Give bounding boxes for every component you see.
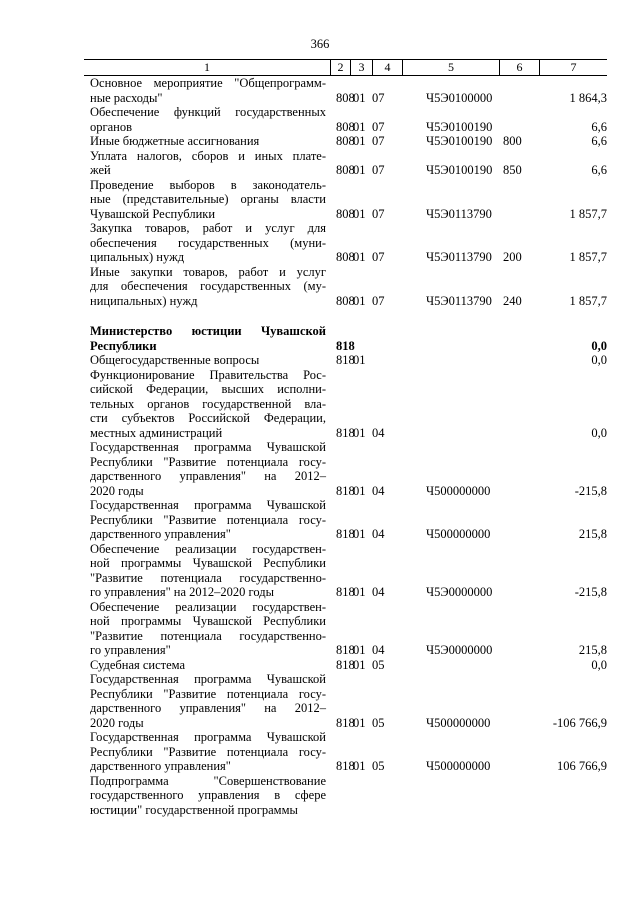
table-row	[84, 353, 607, 368]
table-row	[84, 221, 607, 265]
table-row	[84, 324, 607, 353]
row-description	[84, 368, 330, 441]
cell-c7: 106 766,9	[557, 759, 607, 773]
description-line: Республики "Развитие потенциала госу-	[90, 686, 326, 701]
row-description	[84, 774, 330, 818]
description-line: ципальных) нужд	[90, 250, 185, 264]
cell-c7: -106 766,9	[552, 715, 607, 730]
cell-c3: 01	[353, 643, 366, 657]
row-description	[84, 105, 330, 134]
cell-c5: Ч5Э0113790	[426, 250, 492, 264]
description-line: Чувашской Республики	[90, 206, 216, 221]
description-line: Основное мероприятие "Общепрограмм-	[90, 76, 326, 90]
cell-c5: Ч5Э0113790	[426, 293, 492, 308]
row-description	[84, 149, 330, 178]
table-row	[84, 658, 607, 673]
description-line: сийской Федерации, высших исполни-	[90, 382, 326, 396]
cell-c4: 04	[372, 425, 385, 440]
cell-c3: 01	[353, 134, 366, 148]
description-line: Проведение выборов в законодатель-	[90, 177, 326, 192]
cell-c2: 818	[336, 425, 355, 440]
table-header-row	[84, 59, 607, 76]
description-line: тельных органов государственной вла-	[90, 396, 326, 411]
cell-c2: 818	[336, 483, 355, 498]
header-col-4: 4	[372, 60, 402, 75]
cell-c3: 01	[353, 163, 366, 177]
description-line: ниципальных) нужд	[90, 293, 198, 308]
budget-table	[84, 59, 607, 817]
cell-c2: 808	[336, 163, 355, 177]
cell-c7: 215,8	[578, 527, 607, 541]
row-description	[84, 672, 330, 730]
cell-c4: 07	[372, 293, 385, 308]
description-line: Министерство юстиции Чувашской	[90, 324, 326, 338]
row-description	[84, 730, 330, 774]
cell-c7: 0,0	[591, 425, 607, 440]
cell-c3: 01	[353, 90, 366, 105]
row-description	[84, 178, 330, 222]
description-line: Государственная программа Чувашской	[90, 672, 326, 686]
cell-c7: 0,0	[591, 353, 607, 367]
description-line: Обеспечение функций государственных	[90, 105, 326, 119]
cell-c7: 6,6	[591, 119, 607, 134]
cell-c7: 0,0	[591, 657, 607, 672]
cell-c4: 07	[372, 163, 385, 177]
cell-c4: 07	[372, 250, 385, 264]
row-description	[84, 600, 330, 658]
description-line: Государственная программа Чувашской	[90, 440, 326, 454]
description-line: юстиции" государственной программы	[90, 802, 298, 817]
cell-c2: 808	[336, 119, 355, 134]
cell-c5: Ч5Э0100190	[426, 119, 493, 134]
table-body	[84, 76, 607, 817]
page-number: 366	[310, 37, 330, 51]
description-line: Общегосударственные вопросы	[90, 353, 260, 367]
cell-c7: 6,6	[591, 163, 607, 177]
cell-c3: 01	[353, 293, 366, 308]
row-description	[84, 265, 330, 309]
row-description	[84, 134, 330, 149]
description-line: ной программы Чувашской Республики	[90, 614, 326, 628]
cell-c3: 01	[353, 657, 366, 672]
cell-c6: 200	[503, 250, 522, 264]
description-line: сти субъектов Российской Федерации,	[90, 411, 326, 425]
description-line: дарственного управления" на 2012–	[90, 469, 326, 483]
table-row	[84, 368, 607, 441]
description-line: Государственная программа Чувашской	[90, 730, 326, 744]
description-line: ные расходы"	[90, 90, 163, 105]
cell-c2: 808	[336, 134, 355, 148]
cell-c2: 818	[336, 527, 355, 541]
cell-c5: Ч5Э0100190	[426, 134, 493, 148]
table-row	[84, 774, 607, 818]
table-row	[84, 76, 607, 105]
table-row	[84, 440, 607, 498]
cell-c2: 808	[336, 90, 355, 105]
table-row	[84, 542, 607, 600]
description-line: ной программы Чувашской Республики	[90, 556, 326, 570]
cell-c7: -215,8	[574, 483, 607, 498]
description-line: Судебная система	[90, 657, 186, 672]
cell-c6: 800	[503, 134, 522, 148]
cell-c3: 01	[353, 715, 366, 730]
cell-c4: 07	[372, 90, 385, 105]
description-line: ные (представительные) органы власти	[90, 192, 326, 206]
cell-c4: 04	[372, 483, 385, 498]
cell-c5: Ч500000000	[426, 483, 491, 498]
cell-c7: 1 857,7	[569, 293, 607, 308]
description-line: Республики	[90, 338, 157, 353]
cell-c2: 808	[336, 206, 355, 221]
table-row	[84, 498, 607, 542]
description-line: Республики "Развитие потенциала госу-	[90, 744, 326, 759]
cell-c4: 07	[372, 119, 385, 134]
description-line: местных администраций	[90, 425, 223, 440]
description-line: "Развитие потенциала государственно-	[90, 628, 326, 643]
cell-c5: Ч500000000	[426, 759, 491, 773]
description-line: Закупка товаров, работ и услуг для	[90, 221, 326, 235]
cell-c5: Ч5Э0100190	[426, 163, 493, 177]
cell-c2: 808	[336, 293, 355, 308]
row-description	[84, 324, 330, 353]
cell-c7: 0,0	[591, 338, 607, 353]
cell-c4: 05	[372, 759, 385, 773]
description-line: Функционирование Правительства Рос-	[90, 367, 326, 382]
description-line: 2020 годы	[90, 483, 144, 498]
header-col-3: 3	[350, 60, 372, 75]
cell-c2: 818	[336, 715, 355, 730]
cell-c4: 07	[372, 134, 385, 148]
cell-c4: 05	[372, 657, 385, 672]
description-line: жей	[90, 163, 111, 177]
description-line: органов	[90, 119, 133, 134]
description-line: Иные бюджетные ассигнования	[90, 134, 260, 148]
cell-c5: Ч5Э0000000	[426, 643, 493, 657]
row-description	[84, 353, 330, 368]
cell-c5: Ч5Э0000000	[426, 585, 493, 599]
cell-c6: 240	[503, 293, 522, 308]
description-line: го управления" на 2012–2020 годы	[90, 585, 275, 599]
cell-c7: -215,8	[574, 585, 607, 599]
cell-c2: 818	[336, 338, 355, 353]
cell-c3: 01	[353, 527, 366, 541]
header-col-6: 6	[499, 60, 539, 75]
header-col-2: 2	[330, 60, 350, 75]
description-line: дарственного управления"	[90, 759, 231, 773]
cell-c4: 04	[372, 527, 385, 541]
description-line: "Развитие потенциала государственно-	[90, 570, 326, 585]
description-line: го управления"	[90, 643, 171, 657]
cell-c4: 04	[372, 643, 385, 657]
table-row	[84, 265, 607, 309]
description-line: Республики "Развитие потенциала госу-	[90, 512, 326, 527]
cell-c3: 01	[353, 250, 366, 264]
cell-c3: 01	[353, 425, 366, 440]
row-description	[84, 542, 330, 600]
row-description	[84, 76, 330, 105]
row-description	[84, 440, 330, 498]
description-line: дарственного управления"	[90, 527, 231, 541]
description-line: Иные закупки товаров, работ и услуг	[90, 264, 326, 279]
cell-c5: Ч5Э0100000	[426, 90, 493, 105]
cell-c3: 01	[353, 119, 366, 134]
table-row	[84, 600, 607, 658]
cell-c2: 818	[336, 759, 355, 773]
description-line: для обеспечения государственных (му-	[90, 279, 326, 293]
cell-c2: 818	[336, 657, 355, 672]
cell-c3: 01	[353, 483, 366, 498]
cell-c3: 01	[353, 353, 366, 367]
cell-c5: Ч500000000	[426, 715, 491, 730]
header-col-5: 5	[402, 60, 499, 75]
description-line: Подпрограмма "Совершенствование	[90, 773, 326, 788]
description-line: Уплата налогов, сборов и иных плате-	[90, 148, 326, 163]
cell-c7: 1 857,7	[569, 250, 607, 264]
row-description	[84, 221, 330, 265]
cell-c3: 01	[353, 585, 366, 599]
description-line: Республики "Развитие потенциала госу-	[90, 454, 326, 469]
row-description	[84, 658, 330, 673]
row-spacer	[84, 308, 607, 324]
cell-c3: 01	[353, 759, 366, 773]
cell-c5: Ч5Э0113790	[426, 206, 492, 221]
cell-c7: 1 864,3	[569, 90, 607, 105]
header-col-1: 1	[204, 60, 210, 74]
description-line: обеспечения государственных (муни-	[90, 235, 326, 250]
table-row	[84, 672, 607, 730]
cell-c7: 6,6	[591, 134, 607, 148]
row-description	[84, 498, 330, 542]
description-line: Обеспечение реализации государствен-	[90, 541, 326, 556]
description-line: государственного управления в сфере	[90, 788, 326, 802]
header-col-7: 7	[539, 60, 607, 75]
cell-c2: 818	[336, 643, 355, 657]
cell-c3: 01	[353, 206, 366, 221]
cell-c5: Ч500000000	[426, 527, 491, 541]
cell-c7: 1 857,7	[569, 206, 607, 221]
description-line: Государственная программа Чувашской	[90, 498, 326, 512]
table-row	[84, 730, 607, 774]
cell-c7: 215,8	[578, 643, 607, 657]
cell-c4: 04	[372, 585, 385, 599]
table-row	[84, 178, 607, 222]
description-line: Обеспечение реализации государствен-	[90, 599, 326, 614]
table-row	[84, 149, 607, 178]
description-line: 2020 годы	[90, 715, 144, 730]
cell-c6: 850	[503, 163, 522, 177]
cell-c2: 818	[336, 353, 355, 367]
description-line: дарственного управления" на 2012–	[90, 701, 326, 715]
table-row	[84, 105, 607, 134]
cell-c2: 818	[336, 585, 355, 599]
cell-c4: 05	[372, 715, 385, 730]
cell-c4: 07	[372, 206, 385, 221]
cell-c2: 808	[336, 250, 355, 264]
table-row	[84, 134, 607, 149]
